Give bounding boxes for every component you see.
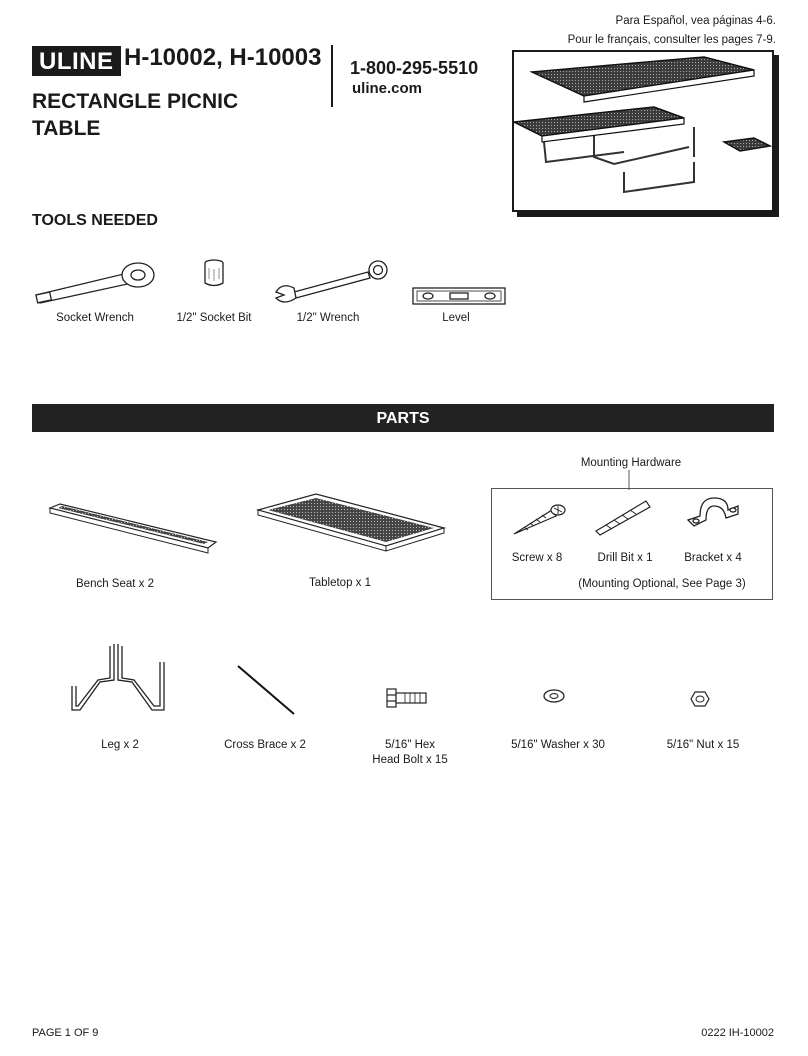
tabletop-icon (256, 490, 446, 554)
parts-heading: PARTS (376, 410, 430, 427)
screw-icon (512, 500, 566, 536)
mounting-note: (Mounting Optional, See Page 3) (578, 578, 746, 590)
parts-heading-bar (32, 404, 774, 432)
cross-brace-icon (236, 664, 298, 718)
website: uline.com (352, 80, 423, 97)
socket-bit-icon (202, 259, 226, 289)
tool-label-level: Level (442, 312, 470, 324)
part-label-bench-seat: Bench Seat x 2 (76, 578, 154, 590)
picnic-table-icon (514, 52, 772, 210)
model-numbers: H-10002, H-10003 (124, 44, 322, 71)
nut-icon (690, 690, 710, 708)
tool-label-socket-bit: 1/2" Socket Bit (176, 312, 252, 324)
tool-label-socket-wrench: Socket Wrench (56, 312, 134, 324)
bracket-icon (686, 494, 740, 534)
mounting-hardware-leader (627, 470, 631, 490)
mounting-hardware-title: Mounting Hardware (580, 457, 682, 469)
part-label-bracket: Bracket x 4 (684, 552, 742, 564)
page-number: PAGE 1 OF 9 (32, 1027, 99, 1039)
bench-seat-icon (48, 500, 218, 558)
socket-wrench-icon (32, 255, 160, 305)
document-id: 0222 IH-10002 (701, 1027, 774, 1039)
part-label-tabletop: Tabletop x 1 (308, 577, 371, 589)
leg-icon (68, 640, 170, 716)
spanish-note: Para Español, vea páginas 4-6. (615, 15, 776, 27)
hex-bolt-line-2: Head Bolt x 15 (372, 754, 448, 766)
page-title (32, 88, 322, 142)
part-label-screw: Screw x 8 (511, 552, 563, 564)
hex-bolt-icon (385, 687, 429, 709)
title-line-1: RECTANGLE PICNIC (32, 90, 239, 113)
picnic-table-illustration (512, 50, 774, 212)
wrench-icon (272, 260, 394, 304)
washer-icon (542, 688, 566, 704)
uline-logo: ULINE (32, 46, 121, 76)
part-label-cross-brace: Cross Brace x 2 (224, 739, 306, 751)
part-label-leg: Leg x 2 (101, 739, 139, 751)
tools-heading: TOOLS NEEDED (32, 212, 158, 229)
header-divider (331, 45, 333, 107)
hex-bolt-line-1: 5/16" Hex (384, 739, 436, 751)
drill-bit-icon (592, 498, 656, 538)
level-icon (412, 287, 506, 305)
part-label-hex-bolt (350, 738, 470, 768)
french-note: Pour le français, consulter les pages 7-9. (567, 34, 776, 46)
title-line-2: TABLE (32, 117, 101, 140)
tool-label-wrench: 1/2" Wrench (296, 312, 360, 324)
phone-number: 1-800-295-5510 (350, 58, 479, 78)
part-label-nut: 5/16" Nut x 15 (666, 739, 740, 751)
part-label-drill-bit: Drill Bit x 1 (597, 552, 653, 564)
part-label-washer: 5/16" Washer x 30 (511, 739, 605, 751)
